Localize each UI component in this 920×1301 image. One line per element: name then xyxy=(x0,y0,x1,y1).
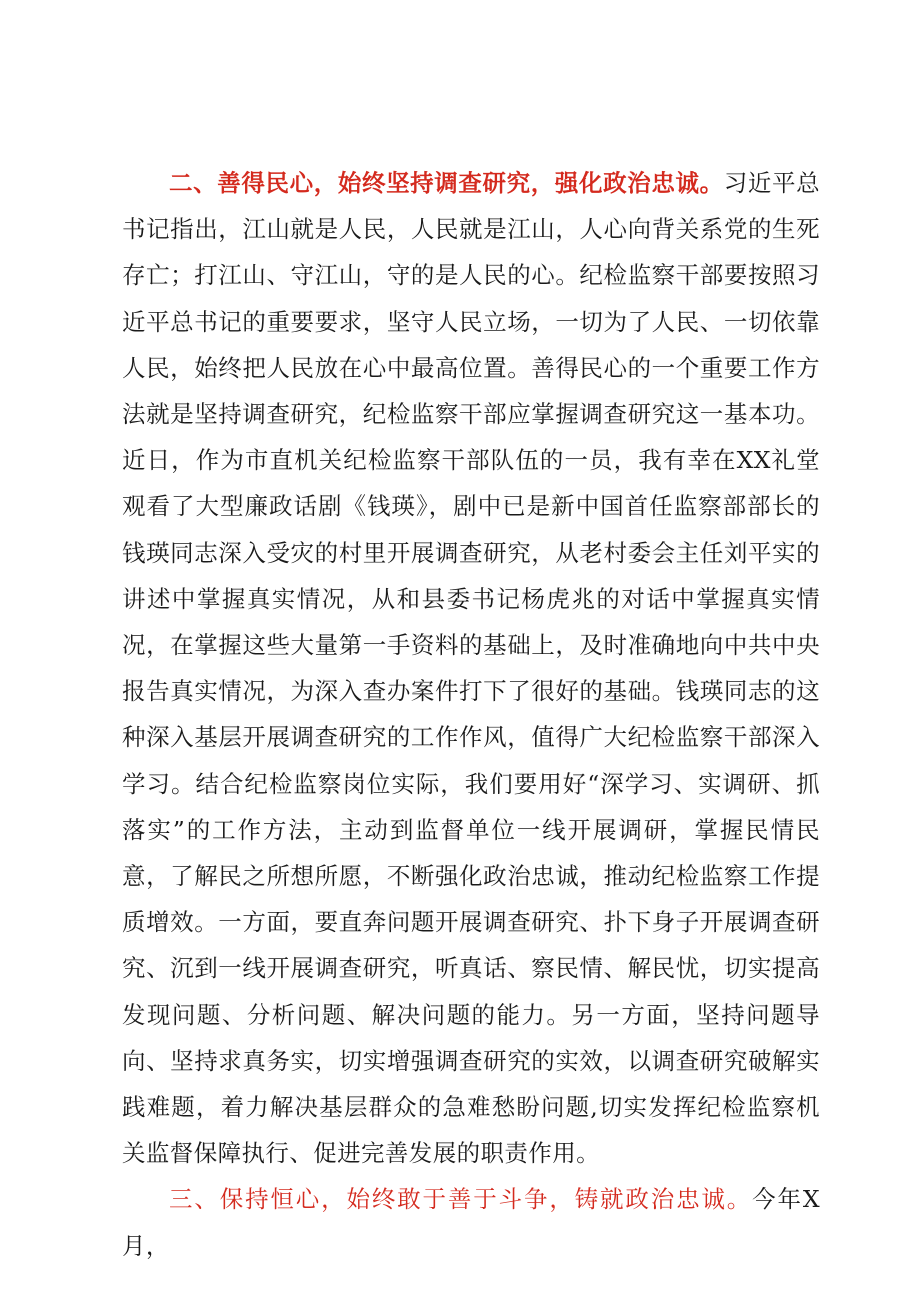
paragraph-2 xyxy=(122,160,820,1176)
paragraph-3-body: 今年X月， xyxy=(122,1185,820,1260)
paragraph-2-heading: 二、善得民心，始终坚持调查研究，强化政治忠诚。 xyxy=(169,169,724,197)
paragraph-3-heading: 三、保持恒心，始终敢于善于斗争，铸就政治忠诚。 xyxy=(169,1185,753,1214)
document-body xyxy=(122,160,820,1269)
paragraph-2-body: 习近平总书记指出，江山就是人民，人民就是江山，人心向背关系党的生死存亡；打江山、守江山，守的是人民的心。纪检监察干部要按照习近平总书记的重要要求，坚守人民立场，一切为了人民、一切依靠人民，始终把人民放在心中最高位置。善得民心的一个重要工作方法就是坚持调查研究，纪检监察干部应掌握调查研究这一基本功。近日，作为市直机关纪检监察干部队伍的一员，我有幸在XX礼堂观看了大型廉政话剧《钱瑛》，剧中已是新中国首任监察部部长的钱瑛同志深入受灾的村里开展调查研究，从老村委会主任刘平实的讲述中掌握真实情况，从和县委书记杨虎兆的对话中掌握真实情况，在掌握这些大量第一手资料的基础上，及时准确地向中共中央报告真实情况，为深入查办案件打下了很好的基础。钱瑛同志的这种深入基层开展调查研究的工作作风，值得广大纪检监察干部深入学习。结合纪检监察岗位实际，我们要用好“深学习、实调研、抓落实”的工作方法，主动到监督单位一线开展调研，掌握民情民意，了解民之所想所愿，不断强化政治忠诚，推动纪检监察工作提质增效。一方面，要直奔问题开展调查研究、扑下身子开展调查研究、沉到一线开展调查研究，听真话、察民情、解民忧，切实提高发现问题、分析问题、解决问题的能力。另一方面，坚持问题导向、坚持求真务实，切实增强调查研究的实效，以调查研究破解实践难题，着力解决基层群众的急难愁盼问题,切实发挥纪检监察机关监督保障执行、促进完善发展的职责作用。 xyxy=(122,169,820,1168)
paragraph-3 xyxy=(122,1176,820,1268)
